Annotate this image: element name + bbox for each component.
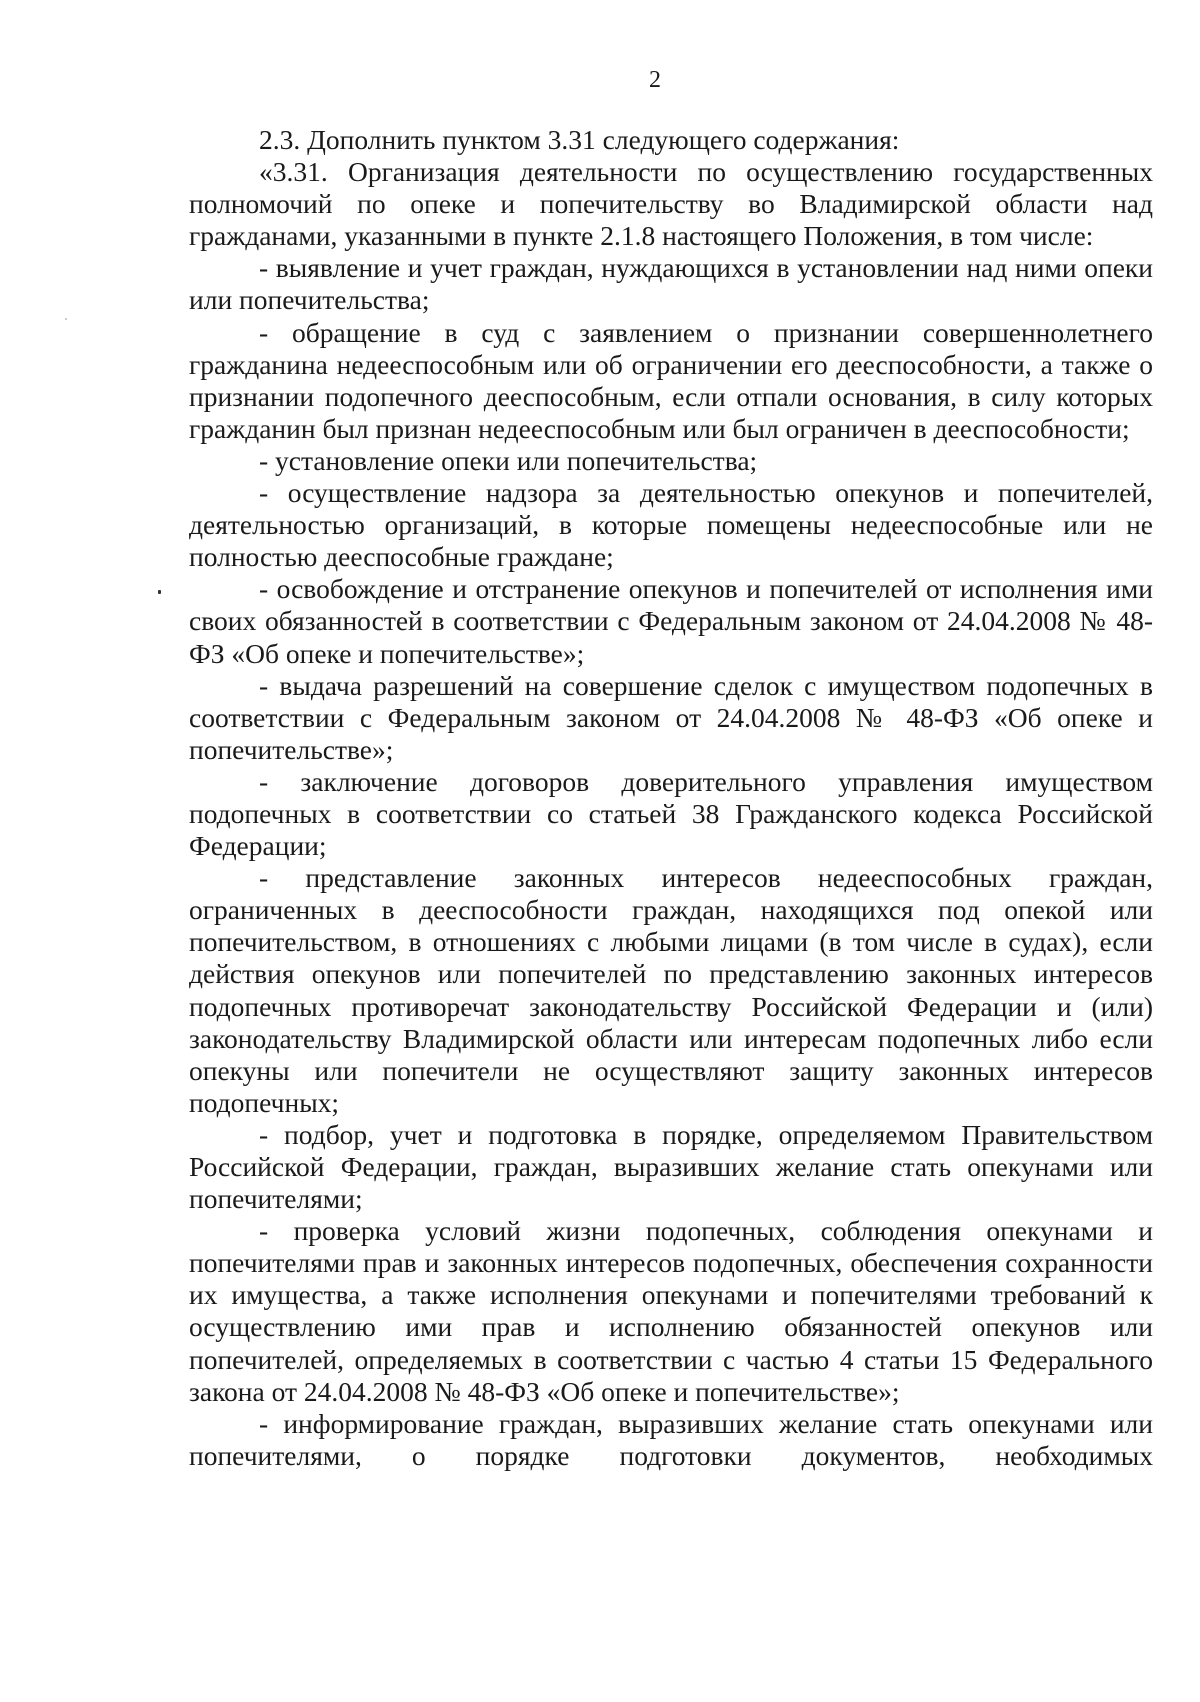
list-item-court-appeal: - обращение в суд с заявлением о признании совершеннолетнего гражданина недееспособным или об ограничении его дееспособности, а также о признании подопечного дееспособным, если отпали основания, в силу которых гражданин был признан недееспособным или был ограничен в дееспособности; — [189, 316, 1153, 444]
list-item-trust-management: - заключение договоров доверительного управления имуществом подопечных в соответствии со статьей 38 Гражданского кодекса Российской Федерации; — [189, 765, 1153, 862]
scan-speck — [158, 590, 161, 594]
list-item-transaction-permits: - выдача разрешений на совершение сделок с имуществом подопечных в соответствии с Федеральным законом от 24.04.2008 № 48-ФЗ «Об опеке и попечительстве»; — [189, 669, 1153, 765]
list-item-establishment: - установление опеки или попечительства; — [259, 444, 758, 476]
page-number: 2 — [649, 67, 661, 93]
list-item-representation: - представление законных интересов недееспособных граждан, ограниченных в дееспособности граждан, находящихся под опекой или попечительством, в отношениях с любыми лицами (в том числе в судах), если действия опекунов или попечителей по представлению законных интересов подопечных противоречат законодательству Российской Федерации и (или) законодательству Владимирской области или интересам подопечных либо если опекуны или попечители не осуществляют защиту законных интересов подопечных; — [189, 862, 1153, 1118]
list-item-release-removal: - освобождение и отстранение опекунов и попечителей от исполнения ими своих обязанностей в соответствии с Федеральным законом от 24.04.2008 № 48-ФЗ «Об опеке и попечительстве»; — [189, 573, 1153, 669]
list-item-selection-training: - подбор, учет и подготовка в порядке, определяемом Правительством Российской Федерации, граждан, выразивших желание стать опекунами или попечителями; — [189, 1118, 1153, 1215]
list-item-informing: - информирование граждан, выразивших желание стать опекунами или попечителями, о порядке подготовки документов, необходимых — [189, 1407, 1153, 1471]
scan-speck — [65, 318, 67, 320]
list-item-supervision: - осуществление надзора за деятельностью опекунов и попечителей, деятельностью организаций, в которые помещены недееспособные или не полностью дееспособные граждане; — [189, 477, 1153, 573]
list-item-identification: - выявление и учет граждан, нуждающихся в установлении над ними опеки или попечительства; — [189, 252, 1153, 316]
document-body — [189, 124, 1153, 1472]
list-item-inspection: - проверка условий жизни подопечных, соблюдения опекунами и попечителями прав и законных интересов подопечных, обеспечения сохранности их имущества, а также исполнения опекунами и попечителями требований к осуществлению ими прав и исполнению обязанностей опекунов или попечителей, определяемых в соответствии с частью 4 статьи 15 Федерального закона от 24.04.2008 № 48-ФЗ «Об опеке и попечительстве»; — [189, 1215, 1153, 1407]
paragraph-2-3-heading: 2.3. Дополнить пунктом 3.31 следующего содержания: — [259, 124, 900, 155]
paragraph-3-31-intro: «3.31. Организация деятельности по осуществлению государственных полномочий по опеке и попечительству во Владимирской области над гражданами, указанными в пункте 2.1.8 настоящего Положения, в том числе: — [189, 156, 1153, 252]
